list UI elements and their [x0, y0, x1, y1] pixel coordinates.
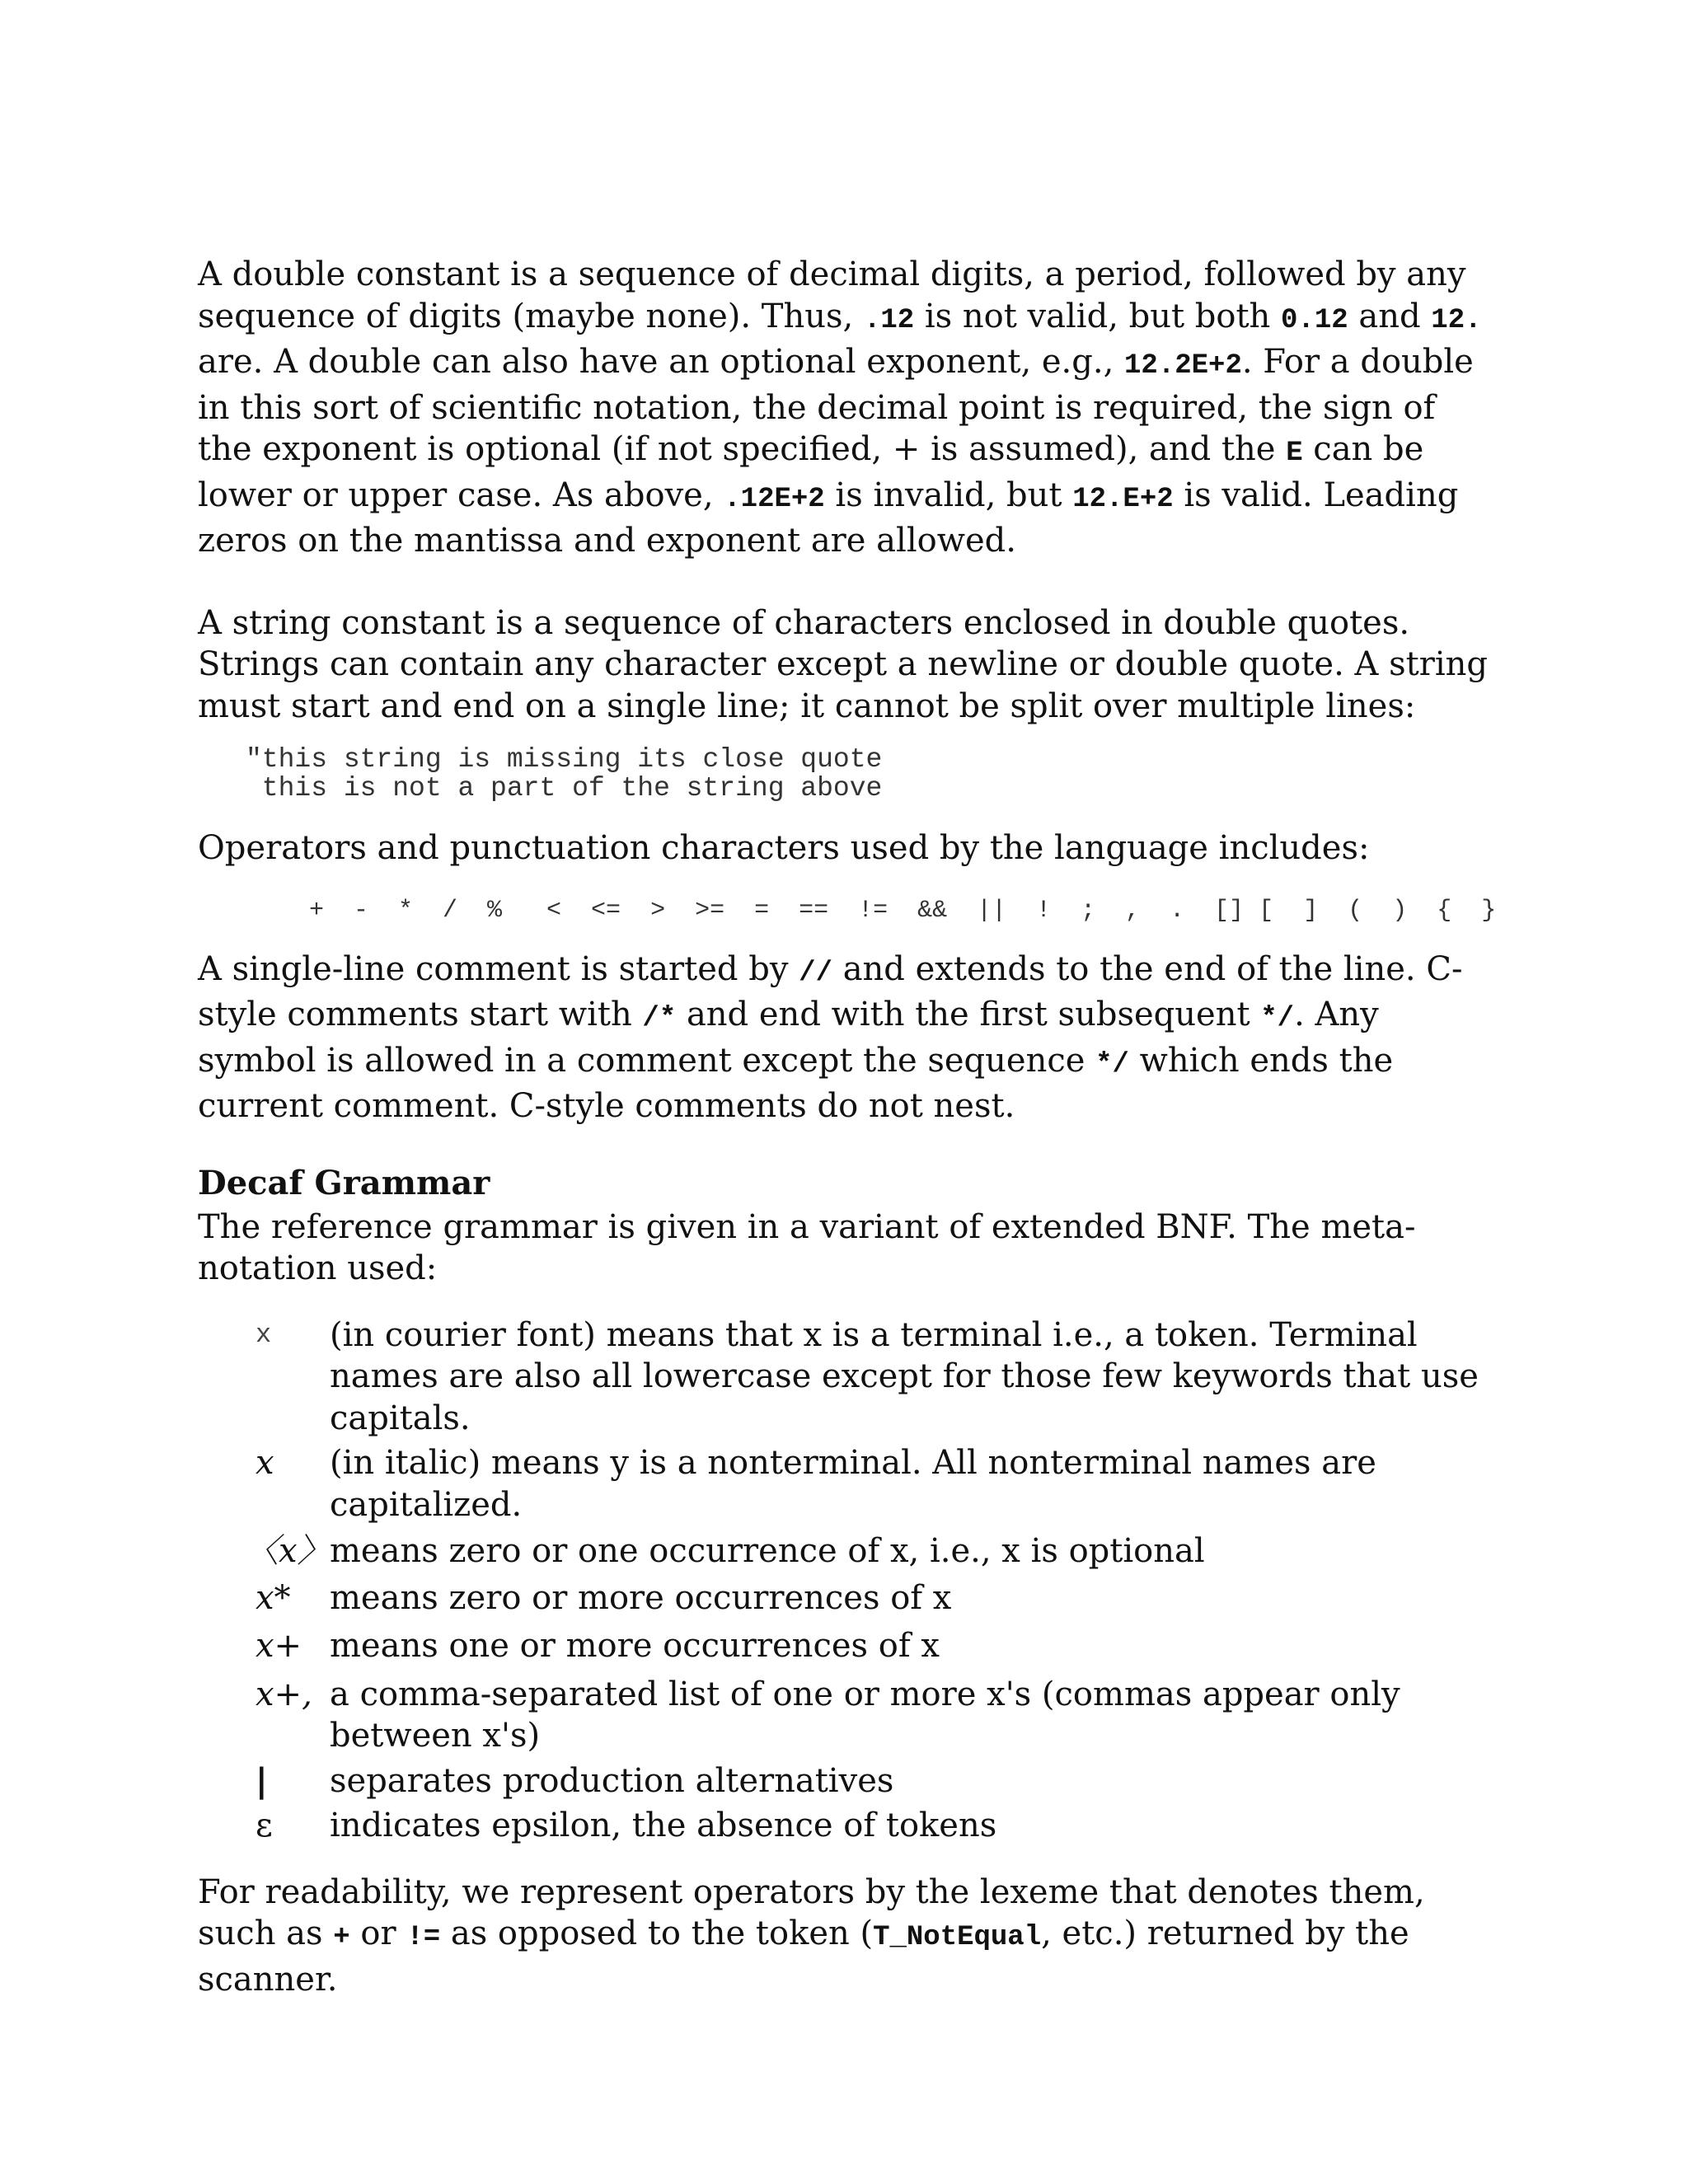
code-literal: + — [333, 1922, 350, 1953]
code-literal: .12E+2 — [724, 483, 825, 515]
string-constant-paragraph: A string constant is a sequence of characters enclosed in double quotes. Strings can contain any character except a newline or double quote. A string must start and end on a single line; it cannot be split over multiple lines: — [198, 603, 1488, 725]
legend-description: (in courier font) means that x is a terminal i.e., a token. Terminal names are also all lowercase except for those few keywords that use capitals. — [330, 1315, 1479, 1437]
code-line: "this string is missing its close quote — [246, 744, 883, 775]
code-literal: .12 — [863, 304, 915, 336]
text: can be lower or upper case. As above, — [198, 430, 1424, 514]
text: is not valid, but both — [914, 297, 1282, 335]
text: A double constant is a sequence of decimal digits, a period, followed by any sequence of digits (maybe none). Thus, — [198, 255, 1466, 335]
code-literal: // — [799, 957, 832, 989]
text: and — [1348, 297, 1432, 335]
code-line: this is not a part of the string above — [246, 773, 883, 804]
code-literal: 0.12 — [1281, 304, 1348, 336]
legend-row — [256, 1760, 1492, 1802]
text: and extends to the end of the line. C-style comments start with — [198, 949, 1463, 1033]
operators-list: + - * / % < <= > >= = == != && || ! ; , . [] [ ] ( ) { } — [309, 896, 1497, 925]
readability-paragraph — [198, 1872, 1492, 2001]
string-example-code — [246, 745, 1492, 803]
legend-symbol: 〈x〉 — [246, 1532, 331, 1570]
legend-symbol: x — [256, 1319, 272, 1350]
code-literal: */ — [1095, 1048, 1129, 1080]
text: . Any symbol is allowed in a comment except the sequence — [198, 996, 1379, 1080]
code-literal: 12.E+2 — [1072, 483, 1174, 515]
legend-row — [256, 1674, 1492, 1757]
legend-description: means zero or one occurrence of x, i.e., x is optional — [330, 1532, 1205, 1570]
meta-notation-legend — [246, 1315, 1492, 1847]
code-literal: */ — [1260, 1003, 1295, 1034]
legend-description: a comma-separated list of one or more x's (commas appear only between x's) — [330, 1675, 1400, 1755]
code-literal: 12.2E+2 — [1124, 350, 1242, 382]
code-literal: /* — [642, 1003, 677, 1034]
legend-description: separates production alternatives — [330, 1761, 894, 1800]
legend-description: (in italic) means y is a nonterminal. All nonterminal names are capitalized. — [330, 1444, 1376, 1524]
text: are. A double can also have an optional exponent, e.g., — [198, 343, 1125, 381]
text: is valid. Leading zeros on the mantissa and exponent are allowed. — [198, 476, 1459, 560]
legend-description: indicates epsilon, the absence of tokens — [330, 1807, 997, 1844]
text: or — [349, 1915, 407, 1952]
legend-symbol: | — [256, 1761, 268, 1800]
text: is invalid, but — [824, 476, 1073, 514]
legend-symbol: x+ — [256, 1627, 302, 1665]
legend-row — [246, 1530, 1492, 1572]
legend-description: means zero or more occurrences of x — [330, 1578, 952, 1617]
double-constant-paragraph — [198, 254, 1492, 562]
legend-symbol: x — [256, 1444, 274, 1482]
text: as opposed to the token ( — [440, 1915, 874, 1952]
legend-symbol: x+, — [256, 1675, 312, 1713]
grammar-heading: Decaf Grammar — [198, 1163, 490, 1202]
legend-symbol: x* — [256, 1578, 291, 1617]
comment-paragraph — [198, 949, 1492, 1127]
text: and end with the first subsequent — [676, 996, 1261, 1033]
code-literal: 12. — [1431, 304, 1482, 336]
legend-symbol: ε — [256, 1807, 273, 1844]
legend-row — [256, 1442, 1492, 1526]
legend-row — [256, 1805, 1492, 1847]
code-literal: T_NotEqual — [873, 1922, 1042, 1953]
text: For readability, we represent operators by the lexeme that denotes them, such as — [198, 1872, 1425, 1952]
legend-row — [256, 1625, 1492, 1667]
legend-description: means one or more occurrences of x — [330, 1627, 940, 1665]
text: A single-line comment is started by — [198, 949, 799, 988]
code-literal: E — [1286, 438, 1303, 469]
text: , etc.) returned by the scanner. — [198, 1915, 1409, 1999]
operators-intro: Operators and punctuation characters used by the language includes: — [198, 829, 1370, 867]
text: . For a double in this sort of scientific notation, the decimal point is required, the sign of the exponent is optional (if not specified, + is assumed), and the — [198, 343, 1474, 468]
legend-row — [256, 1577, 1492, 1619]
code-literal: != — [406, 1922, 441, 1953]
grammar-intro: The reference grammar is given in a variant of extended BNF. The meta-notation used: — [198, 1207, 1416, 1287]
document-page — [198, 254, 1497, 2000]
legend-row — [256, 1315, 1492, 1440]
text: which ends the current comment. C-style comments do not nest. — [198, 1041, 1394, 1125]
